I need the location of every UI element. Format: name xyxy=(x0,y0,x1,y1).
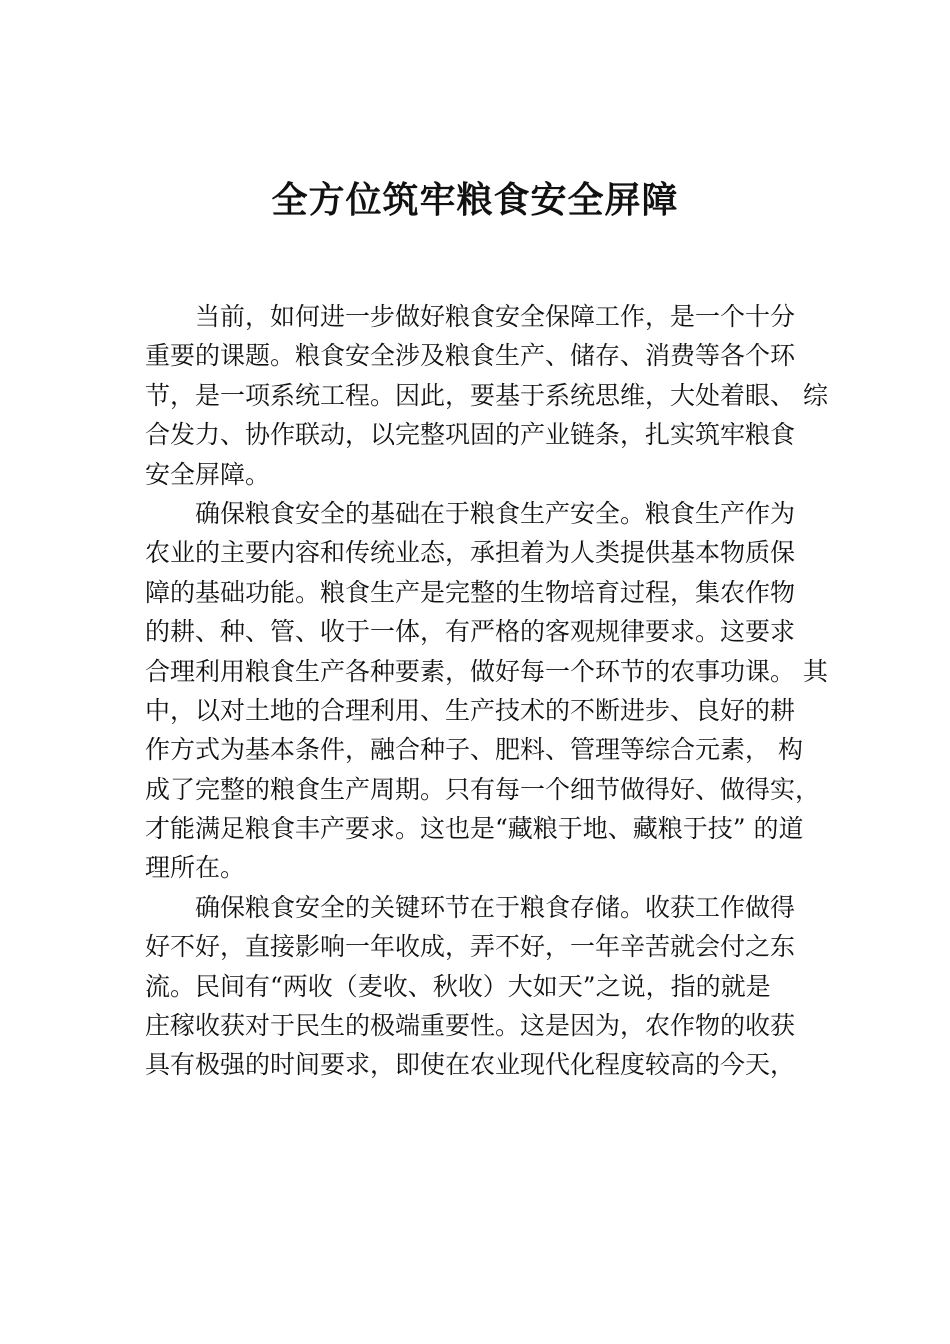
text-line: 具有极强的时间要求，即使在农业现代化程度较高的今天， xyxy=(145,1050,796,1080)
text-line: 障的基础功能。粮食生产是完整的生物培育过程，集农作物 xyxy=(145,577,796,607)
text-line: 才能满足粮食丰产要求。这也是“藏粮于地、藏粮于技” 的道 xyxy=(145,814,804,844)
text-line: 好不好，直接影响一年收成，弄不好，一年辛苦就会付之东 xyxy=(145,932,796,962)
text-line: 安全屏障。 xyxy=(145,459,271,489)
text-line: 作方式为基本条件，融合种子、肥料、管理等综合元素， 构 xyxy=(145,735,803,765)
text-line: 的耕、种、管、收于一体，有严格的客观规律要求。这要求 xyxy=(145,617,796,647)
text-line: 中，以对土地的合理利用、生产技术的不断进步、良好的耕 xyxy=(145,695,796,725)
text-line: 理所在。 xyxy=(145,853,246,883)
text-line: 确保粮食安全的关键环节在于粮食存储。收获工作做得 xyxy=(145,892,796,922)
text-line: 合发力、协作联动，以完整巩固的产业链条，扎实筑牢粮食 xyxy=(145,420,796,450)
text-line: 农业的主要内容和传统业态，承担着为人类提供基本物质保 xyxy=(145,538,796,568)
text-line: 节，是一项系统工程。因此，要基于系统思维，大处着眼、 综 xyxy=(145,380,828,410)
text-line: 重要的课题。粮食安全涉及粮食生产、储存、消费等各个环 xyxy=(145,341,796,371)
text-line: 当前，如何进一步做好粮食安全保障工作，是一个十分 xyxy=(145,302,796,331)
text-line: 确保粮食安全的基础在于粮食生产安全。粮食生产作为 xyxy=(145,498,796,528)
text-line: 庄稼收获对于民生的极端重要性。这是因为，农作物的收获 xyxy=(145,1011,796,1041)
text-line: 合理利用粮食生产各种要素，做好每一个环节的农事功课。 其 xyxy=(145,656,828,686)
text-line: 成了完整的粮食生产周期。只有每一个细节做得好、做得实， xyxy=(145,774,821,804)
document-title: 全方位筑牢粮食安全屏障 xyxy=(271,179,679,221)
text-line: 流。民间有“两收（麦收、秋收）大如天”之说，指的就是 xyxy=(145,971,771,1001)
document-body xyxy=(145,297,828,1085)
